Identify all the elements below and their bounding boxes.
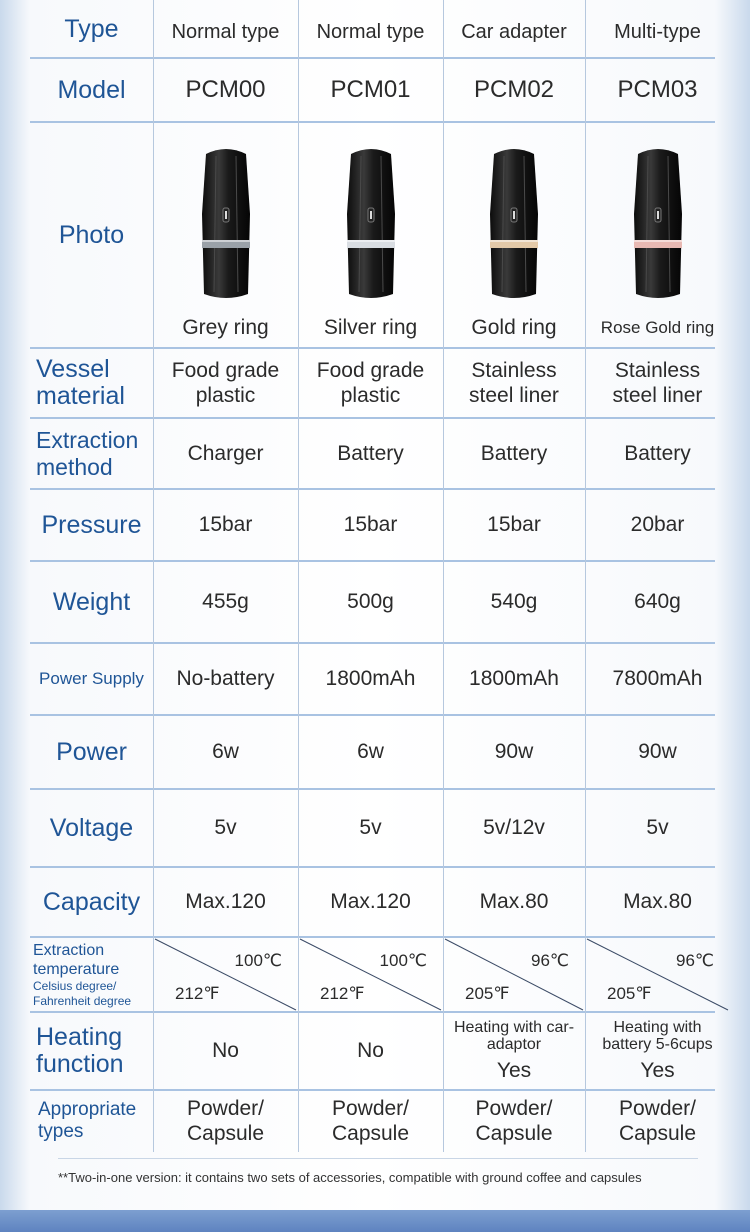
weight-value: 455g [202,590,249,613]
type-value: Multi-type [614,20,701,43]
bottom-band [0,1210,750,1232]
row-label-voltage: Voltage [49,813,134,842]
row-label-type: Type [64,14,119,43]
voltage-value: 5v [646,816,669,839]
heating-cell [443,1012,585,1090]
voltage-value: 5v/12v [483,816,545,839]
pressure-value: 15bar [487,513,541,536]
ring-label: Silver ring [323,316,418,339]
heating-cell [298,1012,443,1090]
capacity-value: Max.120 [185,890,266,913]
row-label-text: Extraction temperature [33,941,120,978]
row-label-weight: Weight [52,587,131,616]
temperature-celsius: 100℃ [234,951,282,970]
type-value: Normal type [171,20,280,43]
vessel-material-value: Stainless steel liner [469,359,559,407]
temperature-fahrenheit: 205℉ [607,984,652,1003]
power-value: 6w [212,740,239,763]
row-label-power: Power [56,737,127,766]
appropriate-types-value: Powder/ Capsule [186,1097,265,1145]
ring-label: Gold ring [471,316,557,339]
footnote: **Two-in-one version: it contains two sets of accessories, compatible with ground coffee and capsules [58,1170,642,1185]
vessel-material-value: Food grade plastic [316,359,425,407]
extraction-method-value: Charger [187,441,264,465]
power-supply-value: 1800mAh [469,667,559,690]
power-value: 6w [357,740,384,763]
capacity-value: Max.120 [330,890,411,913]
espresso-machine-icon [618,144,698,304]
ring-label: Rose Gold ring [600,318,715,337]
espresso-machine-icon [186,144,266,304]
row-label-model: Model [57,75,126,104]
product-photo-pcm02 [443,122,585,348]
temperature-cell [153,937,298,1012]
type-value: Normal type [316,20,425,43]
appropriate-types-value: Powder/ Capsule [475,1097,553,1145]
voltage-value: 5v [214,816,237,839]
temperature-celsius: 96℃ [675,951,714,970]
appropriate-types-value: Powder/ Capsule [618,1097,697,1145]
row-label-units: Celsius degree/ Fahrenheit degree [33,978,132,1008]
weight-value: 640g [634,590,681,613]
footnote-divider [58,1158,698,1159]
model-value: PCM03 [617,76,698,103]
row-label-extraction-temperature [30,937,153,1012]
extraction-method-value: Battery [337,441,404,465]
row-label-heating-function: Heating function [36,1023,124,1078]
temperature-cell [298,937,443,1012]
product-photo-pcm00 [153,122,298,348]
row-label-appropriate-types: Appropriate types [38,1099,137,1142]
pressure-value: 15bar [343,513,398,536]
power-value: 90w [494,740,534,763]
heating-value: Yes [496,1059,532,1082]
capacity-value: Max.80 [479,890,549,913]
ring-label: Grey ring [182,316,269,339]
row-label-extraction-method: Extraction method [36,426,139,480]
row-label-capacity: Capacity [42,887,141,916]
heating-value: No [212,1039,239,1062]
extraction-method-value: Battery [480,441,548,465]
temperature-celsius: 96℃ [530,951,569,970]
heating-note: Heating with battery 5-6cups [602,1019,713,1053]
temperature-cell [443,937,585,1012]
pressure-value: 15bar [198,513,253,536]
power-supply-value: 7800mAh [612,667,703,690]
power-value: 90w [638,740,677,763]
product-photo-pcm01 [298,122,443,348]
heating-value: Yes [640,1059,675,1082]
espresso-machine-icon [331,144,411,304]
vessel-material-value: Stainless steel liner [612,359,703,407]
temperature-cell [585,937,730,1012]
type-value: Car adapter [461,20,567,43]
heating-cell [585,1012,730,1090]
capacity-value: Max.80 [623,890,692,913]
heating-cell [153,1012,298,1090]
weight-value: 500g [347,590,394,613]
appropriate-types-value: Powder/ Capsule [331,1097,410,1145]
temperature-fahrenheit: 205℉ [465,984,510,1003]
extraction-method-value: Battery [624,441,691,465]
vessel-material-value: Food grade plastic [171,359,280,407]
pressure-value: 20bar [630,513,685,536]
temperature-celsius: 100℃ [379,951,427,970]
espresso-machine-icon [474,144,554,304]
power-supply-value: No-battery [176,667,275,690]
row-label-vessel-material: Vessel material [36,355,125,410]
heating-note: Heating with car-adaptor [453,1019,575,1053]
temperature-fahrenheit: 212℉ [320,984,365,1003]
model-value: PCM02 [473,76,555,103]
row-label-pressure: Pressure [41,510,142,539]
row-label-power-supply: Power Supply [39,669,144,688]
temperature-fahrenheit: 212℉ [175,984,220,1003]
weight-value: 540g [490,590,538,613]
product-photo-pcm03 [585,122,730,348]
row-label-photo: Photo [58,220,125,249]
voltage-value: 5v [359,816,382,839]
power-supply-value: 1800mAh [325,667,416,690]
model-value: PCM00 [185,76,266,103]
model-value: PCM01 [330,76,411,103]
heating-value: No [357,1039,384,1062]
